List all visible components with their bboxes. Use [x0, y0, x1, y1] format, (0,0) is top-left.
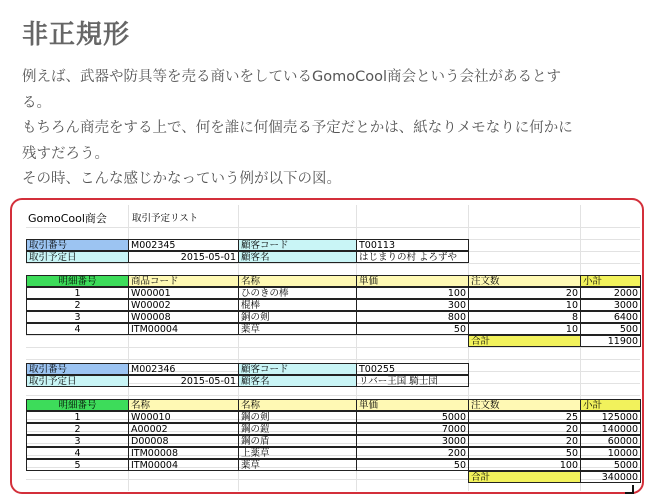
tx-no-value[interactable]: M002345 [128, 239, 239, 251]
table-cell[interactable]: 3 [26, 435, 129, 447]
cust-code-value[interactable]: T00255 [356, 363, 469, 375]
table-cell[interactable]: 1 [26, 287, 129, 299]
grid-line [26, 263, 640, 264]
page-heading: 非正規形 [22, 20, 131, 50]
table-cell[interactable]: 140000 [580, 423, 641, 435]
total-value[interactable]: 11900 [580, 335, 641, 347]
table-cell[interactable]: 2 [26, 423, 129, 435]
spreadsheet [26, 205, 640, 491]
table-cell[interactable]: 2000 [580, 287, 641, 299]
table-cell[interactable]: A00002 [128, 423, 239, 435]
table-cell[interactable]: 25 [468, 411, 581, 423]
column-header[interactable]: 小計 [580, 399, 641, 411]
table-cell[interactable]: W00010 [128, 411, 239, 423]
tx-no-value[interactable]: M002346 [128, 363, 239, 375]
table-cell[interactable]: 6400 [580, 311, 641, 323]
tx-no-label[interactable]: 取引番号 [26, 239, 129, 251]
table-cell[interactable]: 50 [356, 459, 469, 471]
cust-code-value[interactable]: T00113 [356, 239, 469, 251]
table-cell[interactable]: 鋼の盾 [238, 435, 357, 447]
paragraph-line: 例えば、武器や防具等を売る商いをしているGomoCool商会という会社があるとす [22, 69, 561, 85]
table-cell[interactable]: 50 [468, 447, 581, 459]
table-cell[interactable]: 10000 [580, 447, 641, 459]
table-cell[interactable]: 10 [468, 299, 581, 311]
cust-name-label[interactable]: 顧客名 [238, 375, 357, 387]
list-title: 取引予定リスト [132, 213, 199, 224]
table-cell[interactable]: ITM00008 [128, 447, 239, 459]
cust-code-label[interactable]: 顧客コード [238, 239, 357, 251]
table-cell[interactable]: W00008 [128, 311, 239, 323]
column-header[interactable]: 単価 [356, 275, 469, 287]
company-name: GomoCool商会 [28, 212, 107, 225]
tx-date-label[interactable]: 取引予定日 [26, 375, 129, 387]
table-cell[interactable]: 3 [26, 311, 129, 323]
paragraph-line: もちろん商売をする上で、何を誰に何個売る予定だとかは、紙なりメモなりに何かに [22, 120, 573, 137]
column-header[interactable]: 小計 [580, 275, 641, 287]
tx-date-label[interactable]: 取引予定日 [26, 251, 129, 263]
table-cell[interactable]: 60000 [580, 435, 641, 447]
column-header[interactable]: 注文数 [468, 275, 581, 287]
table-cell[interactable]: 200 [356, 447, 469, 459]
tx-date-value[interactable]: 2015-05-01 [128, 375, 239, 387]
table-cell[interactable]: 20 [468, 287, 581, 299]
column-header[interactable]: 名称 [238, 275, 357, 287]
table-cell[interactable]: 5000 [356, 411, 469, 423]
table-cell[interactable]: 2 [26, 299, 129, 311]
grid-line [26, 359, 640, 360]
cust-code-label[interactable]: 顧客コード [238, 363, 357, 375]
cust-name-label[interactable]: 顧客名 [238, 251, 357, 263]
table-cell[interactable]: 銅の剣 [238, 311, 357, 323]
table-cell[interactable]: 棍棒 [238, 299, 357, 311]
table-cell[interactable]: 7000 [356, 423, 469, 435]
table-cell[interactable]: 3000 [580, 299, 641, 311]
table-cell[interactable]: 20 [468, 423, 581, 435]
grid-line [26, 227, 640, 228]
table-cell[interactable]: 薬草 [238, 459, 357, 471]
paragraph-line: る。 [22, 94, 51, 111]
column-header[interactable]: 明細番号 [26, 275, 129, 287]
table-cell[interactable]: 10 [468, 323, 581, 335]
table-cell[interactable]: ITM00004 [128, 459, 239, 471]
column-header[interactable]: 名称 [128, 399, 239, 411]
column-header[interactable]: 名称 [238, 399, 357, 411]
table-cell[interactable]: 4 [26, 447, 129, 459]
grid-line [26, 347, 640, 348]
table-cell[interactable]: 100 [356, 287, 469, 299]
column-header[interactable]: 商品コード [128, 275, 239, 287]
table-cell[interactable]: 300 [356, 299, 469, 311]
table-cell[interactable]: 800 [356, 311, 469, 323]
column-header[interactable]: 注文数 [468, 399, 581, 411]
table-cell[interactable]: 20 [468, 435, 581, 447]
paragraph-line: その時、こんな感じかなっていう例が以下の図。 [22, 171, 341, 188]
table-cell[interactable]: 500 [580, 323, 641, 335]
total-label[interactable]: 合計 [468, 471, 581, 483]
table-cell[interactable]: 鋼の鎧 [238, 423, 357, 435]
table-cell[interactable]: 100 [468, 459, 581, 471]
table-cell[interactable]: W00001 [128, 287, 239, 299]
table-cell[interactable]: 4 [26, 323, 129, 335]
table-cell[interactable]: 薬草 [238, 323, 357, 335]
table-cell[interactable]: 125000 [580, 411, 641, 423]
table-cell[interactable]: 8 [468, 311, 581, 323]
column-header[interactable]: 明細番号 [26, 399, 129, 411]
table-cell[interactable]: ひのきの棒 [238, 287, 357, 299]
intro-paragraph [22, 65, 622, 193]
table-cell[interactable]: 50 [356, 323, 469, 335]
table-cell[interactable]: W00002 [128, 299, 239, 311]
table-cell[interactable]: 5000 [580, 459, 641, 471]
column-header[interactable]: 単価 [356, 399, 469, 411]
paragraph-line: 残すだろう。 [22, 145, 109, 162]
cust-name-value[interactable]: リバー王国 騎士団 [356, 375, 469, 387]
table-cell[interactable]: 上薬草 [238, 447, 357, 459]
table-cell[interactable]: 5 [26, 459, 129, 471]
table-cell[interactable]: 3000 [356, 435, 469, 447]
table-cell[interactable]: 鋼の剣 [238, 411, 357, 423]
table-cell[interactable]: ITM00004 [128, 323, 239, 335]
total-value[interactable]: 340000 [580, 471, 641, 483]
resize-corner-icon [624, 484, 634, 494]
total-label[interactable]: 合計 [468, 335, 581, 347]
tx-date-value[interactable]: 2015-05-01 [128, 251, 239, 263]
table-cell[interactable]: D00008 [128, 435, 239, 447]
tx-no-label[interactable]: 取引番号 [26, 363, 129, 375]
grid-line [26, 395, 640, 396]
spreadsheet-screenshot-frame [10, 198, 644, 494]
table-cell[interactable]: 1 [26, 411, 129, 423]
cust-name-value[interactable]: はじまりの村 よろずや [356, 251, 469, 263]
